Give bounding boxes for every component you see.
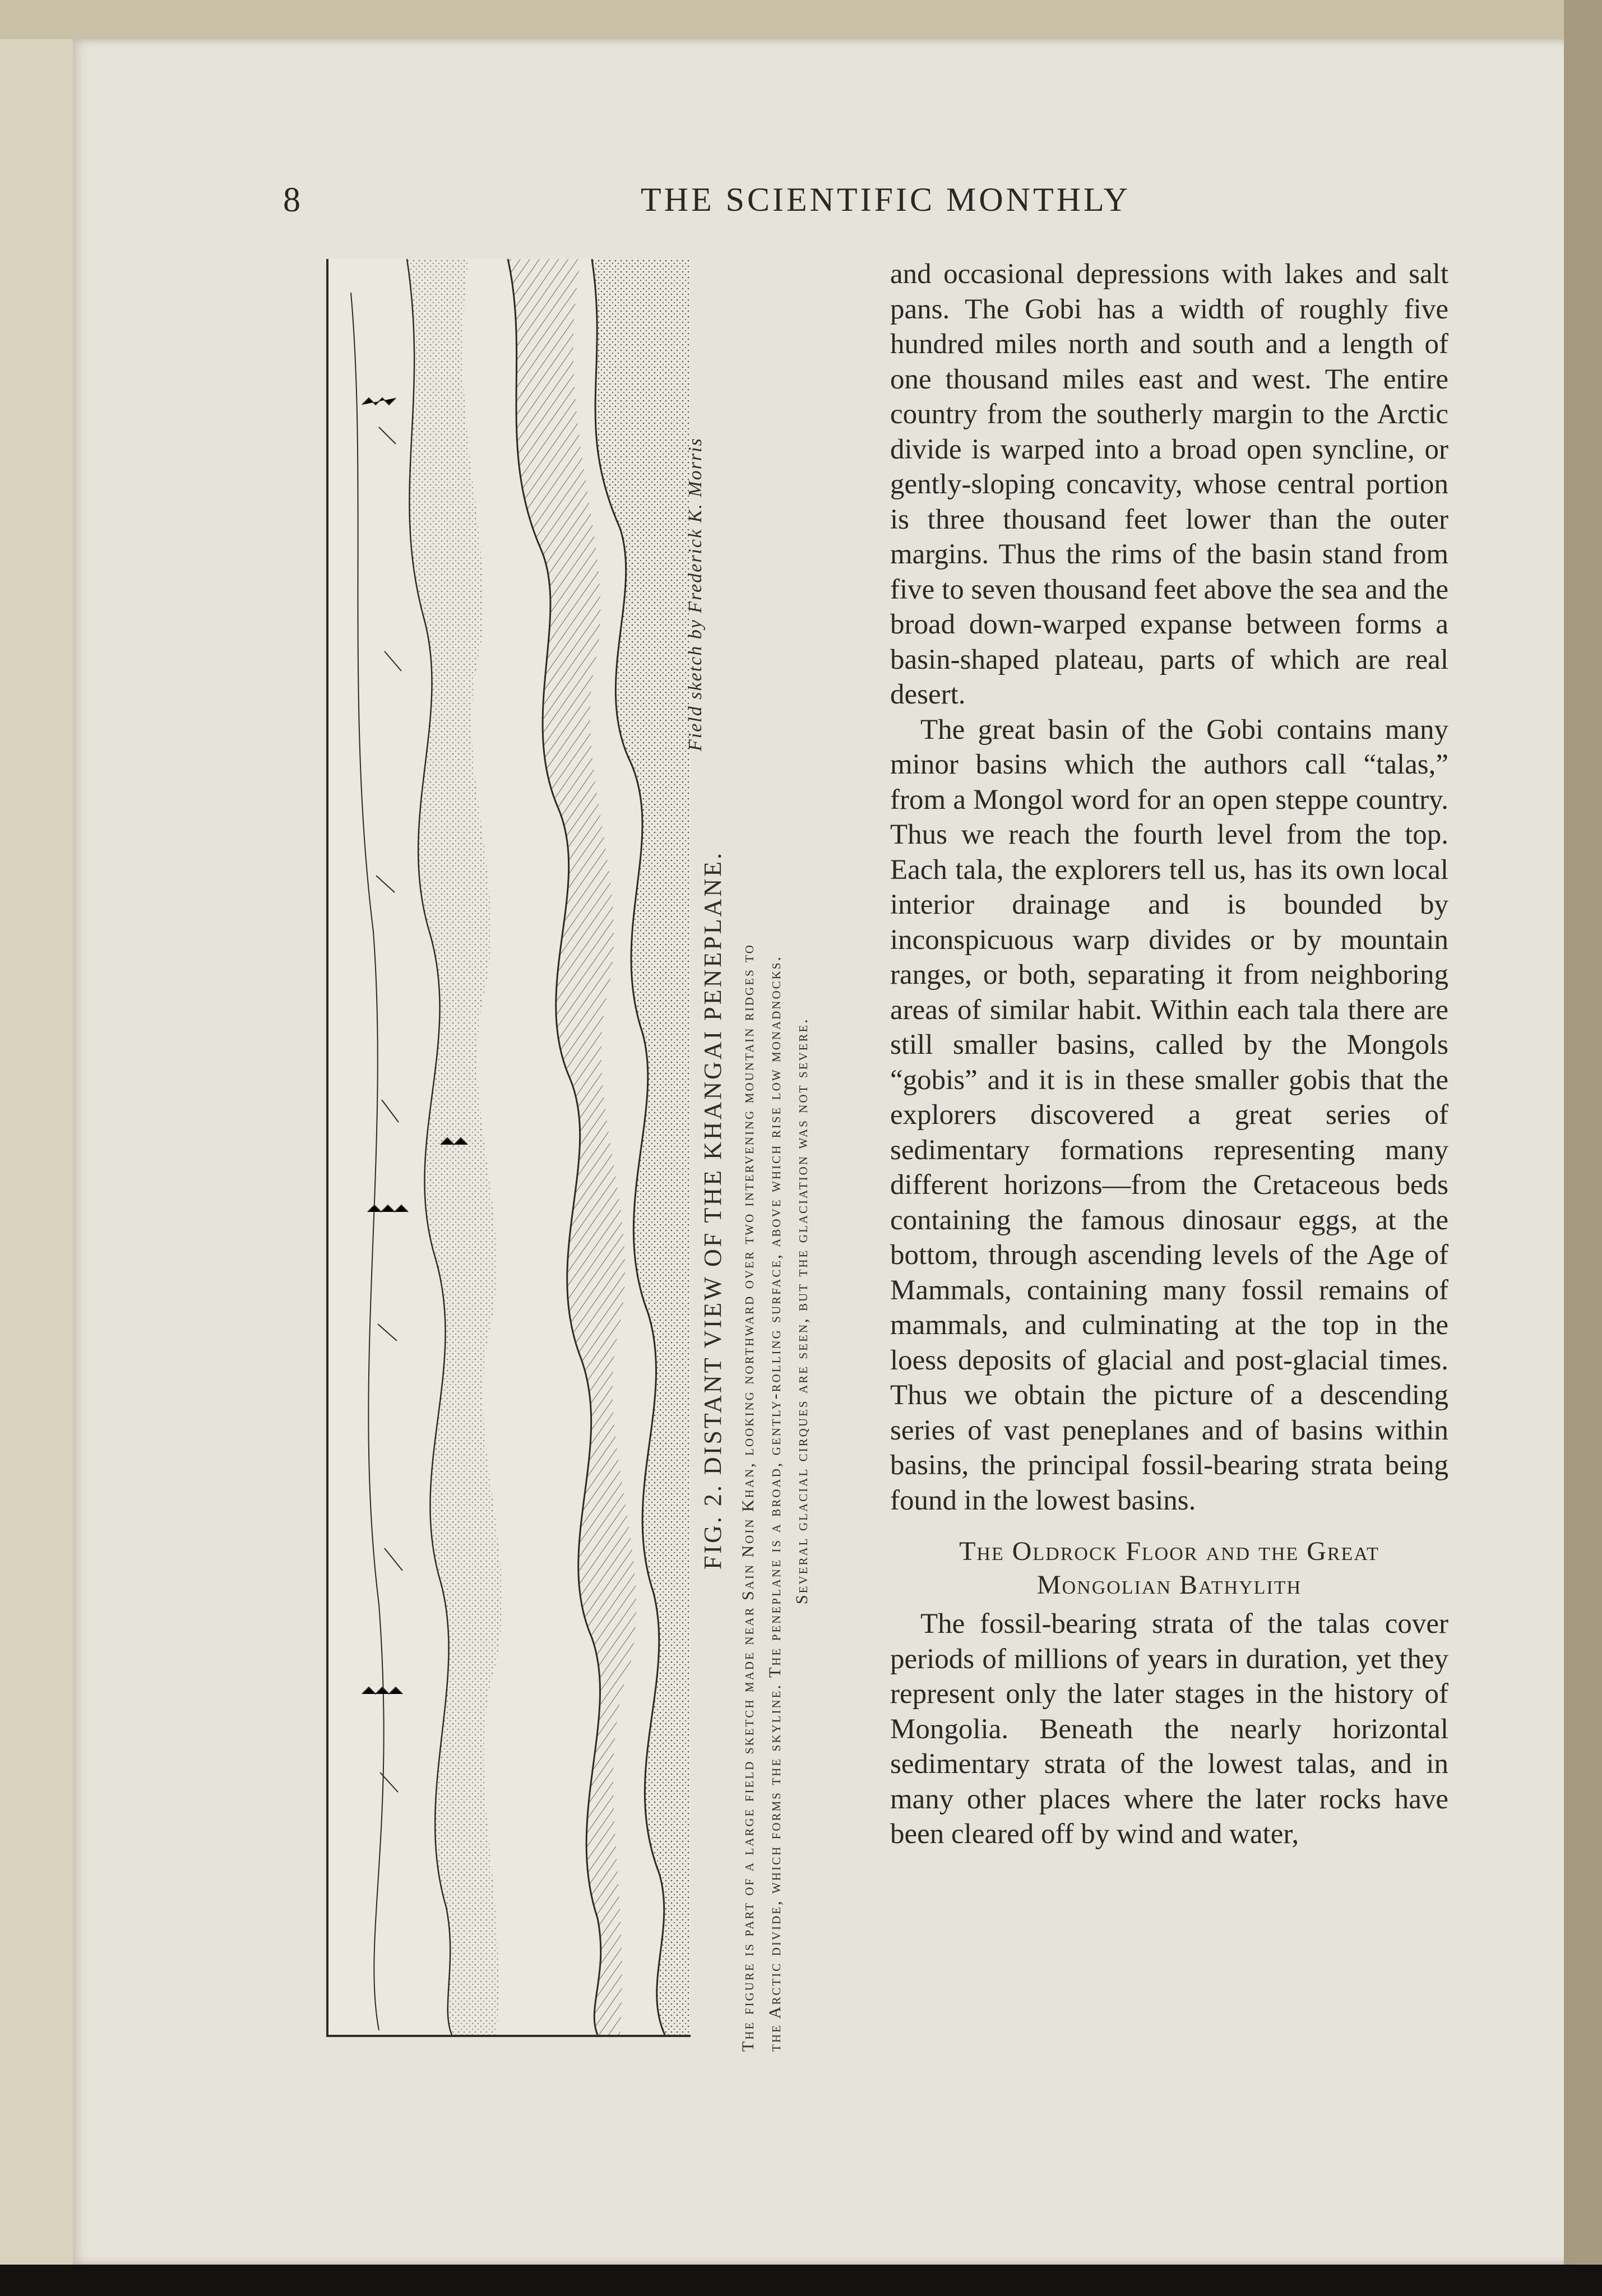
section-heading-line-1: The Oldrock Floor and the Great <box>959 1536 1379 1566</box>
figure-description-line-2: the Arctic divide, which forms the skyline. The peneplane is a broad, gently-rolling surface, above which rise low monadnocks. <box>766 955 784 2052</box>
section-heading-line-2: Mongolian Bathylith <box>1036 1570 1302 1600</box>
figure-description-line-1: The figure is part of a large field sketch made near Sain Noin Khan, looking northward over two intervening mountain ridges to <box>739 943 757 2052</box>
article-body <box>890 257 1448 1852</box>
running-head: THE SCIENTIFIC MONTHLY <box>641 181 1131 218</box>
page-edge <box>1564 0 1602 2265</box>
scan-background-top <box>0 0 1602 39</box>
paragraph-2: The great basin of the Gobi contains many minor basins which the authors call “talas,” from a Mongol word for an open steppe country. Thus we reach the fourth level from the top. Each tala, the explorers tell us, has its own local interior drainage and is bounded by inconspicuous warp divides or by mountain ranges, or both, separating it from neighboring areas of similar habit. Within each tala there are still smaller basins, called by the Mongols “gobis” and it is in these smaller gobis that the explorers discovered a great series of sedimentary formations representing many different horizons—from the Cretaceous beds containing the famous dinosaur eggs, at the bottom, through ascending levels of the Age of Mammals, containing many fossil remains of mammals, and culminating at the top in the loess deposits of glacial and post-glacial times. Thus we obtain the picture of a descending series of vast peneplanes and of basins within basins, the principal fossil-bearing strata being found in the lowest basins. <box>890 714 1448 1516</box>
scan-background-bottom <box>0 2265 1602 2296</box>
section-heading <box>890 1535 1448 1602</box>
figure-description-line-3: Several glacial cirques are seen, but the glaciation was not severe. <box>793 1017 811 1604</box>
figure-credit: Field sketch by Frederick K. Morris <box>685 437 706 751</box>
paragraph-1: and occasional depressions with lakes and salt pans. The Gobi has a width of roughly five hundred miles north and south and a length of one thousand miles east and west. The entire country from the southerly margin to the Arctic divide is warped into a broad open syncline, or gently-sloping concavity, whose central portion is three thousand feet lower than the outer margins. Thus the rims of the basin stand from five to seven thousand feet above the sea and the broad down-warped expanse between forms a basin-shaped plateau, parts of which are real desert. <box>890 258 1448 710</box>
paragraph-3: The fossil-bearing strata of the talas cover periods of millions of years in duration, yet they represent only the later stages in the history of Mongolia. Beneath the nearly horizontal sedimentary strata of the lowest talas, and in many other places where the later rocks have been cleared off by wind and water, <box>890 1608 1448 1850</box>
landscape-sketch <box>328 259 691 2035</box>
page-number: 8 <box>283 181 300 219</box>
figure-title: FIG. 2. DISTANT VIEW OF THE KHANGAI PENEPLANE. <box>699 850 726 1570</box>
figure-illustration <box>326 259 691 2037</box>
